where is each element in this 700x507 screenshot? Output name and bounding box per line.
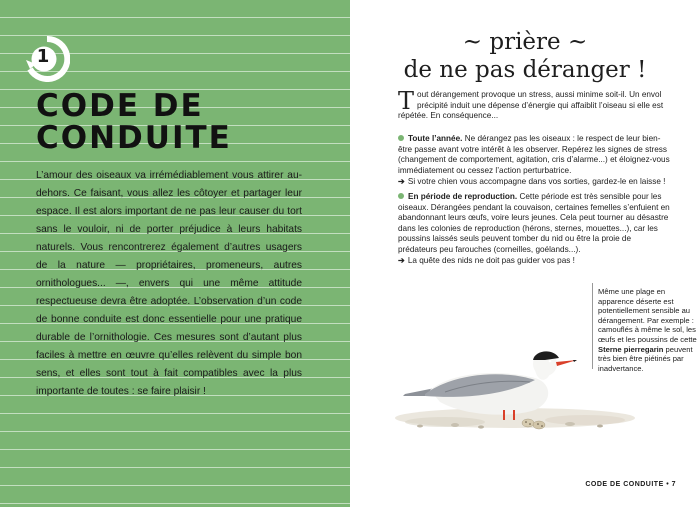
lead-text: out dérangement provoque un stress, aussi minime soit-il. Un envol précipité induit une dépense d’énergie qui affaiblit l’oiseau si elle est répétée. En conséquence... xyxy=(398,90,664,120)
rule-all-year xyxy=(398,134,670,188)
arrow-note-text: La quête des nids ne doit pas guider vos pas ! xyxy=(407,256,575,265)
page-footer: CODE DE CONDUITE • 7 xyxy=(585,481,676,488)
rule-text: Cette période est très sensible pour les oiseaux. Dérangées pendant la couvaison, certaines femelles s’enfuient en abandonnant leurs œufs, voire leurs jeunes. Cela peut tourner au désastre dans les colonies de reproduction (hérons, sternes, mouettes...), car les poussins laissés seuls peuvent tomber du nid ou être la proie de prédateurs peu farouches (corneilles, goélands...). xyxy=(398,192,670,254)
page-title-line-2: de ne pas déranger ! xyxy=(403,57,647,83)
rule-heading: Toute l’année. xyxy=(408,134,463,143)
arrow-note xyxy=(398,177,670,188)
page-title xyxy=(350,28,700,84)
arrow-right-icon: ➔ xyxy=(398,177,405,186)
chapter-title xyxy=(36,90,336,154)
rule-breeding-season xyxy=(398,192,670,267)
tern-illustration xyxy=(385,330,635,440)
chapter-number: 1 xyxy=(36,46,50,67)
lead-paragraph xyxy=(398,87,670,122)
arrow-right-icon: ➔ xyxy=(398,256,405,265)
bullet-icon xyxy=(398,193,404,199)
arrow-note-text: Si votre chien vous accompagne dans vos sorties, gardez-le en laisse ! xyxy=(407,177,666,186)
caption-text-end: peuvent très bien être piétinés par inadvertance. xyxy=(598,344,693,373)
page-title-line-1: ~ prière ~ xyxy=(462,29,588,55)
chapter-title-line-2: CONDUITE xyxy=(36,120,232,156)
rule-text: Ne dérangez pas les oiseaux : le respect de leur bien-être passe avant votre intérêt à les observer. Repérez les signes de stress (changement de comportement, agitation, cris d’alarme...) et éloignez-vous immédiatement ou cessez l’action perturbatrice. xyxy=(398,134,670,175)
intro-paragraph: L’amour des oiseaux va irrémédiablement vous attirer au-dehors. Ce faisant, vous allez les côtoyer et partager leur espace. Il est alors important de ne pas leur causer du tort sans le vouloir, ni de porter préjudice à leurs habitats naturels. Vous rencontrerez également d’autres usagers de la nature — propriétaires, promeneurs, autres ornithologues... —, envers qui une même attitude respectueuse devra être adoptée. L’observation d’un code de bonne conduite est donc essentielle pour une pratique durable de l’ornithologie. Ces mesures sont d’autant plus faciles à mettre en œuvre qu’elles relèvent du simple bon sens, et elles sont tout à fait compatibles avec la plus importante de toutes : se faire plaisir ! xyxy=(36,170,302,397)
arrow-note xyxy=(398,256,670,267)
drop-cap: T xyxy=(398,87,415,115)
bullet-icon xyxy=(398,135,404,141)
caption-text: Même une plage en apparence déserte est potentiellement sensible au dérangement. Par exemple : camouflés à même le sol, les œufs et les poussins de cette xyxy=(598,287,697,344)
rule-heading: En période de reproduction. xyxy=(408,192,518,201)
caption-species: Sterne pierregarin xyxy=(598,344,664,354)
chapter-title-line-1: CODE DE xyxy=(36,88,204,124)
